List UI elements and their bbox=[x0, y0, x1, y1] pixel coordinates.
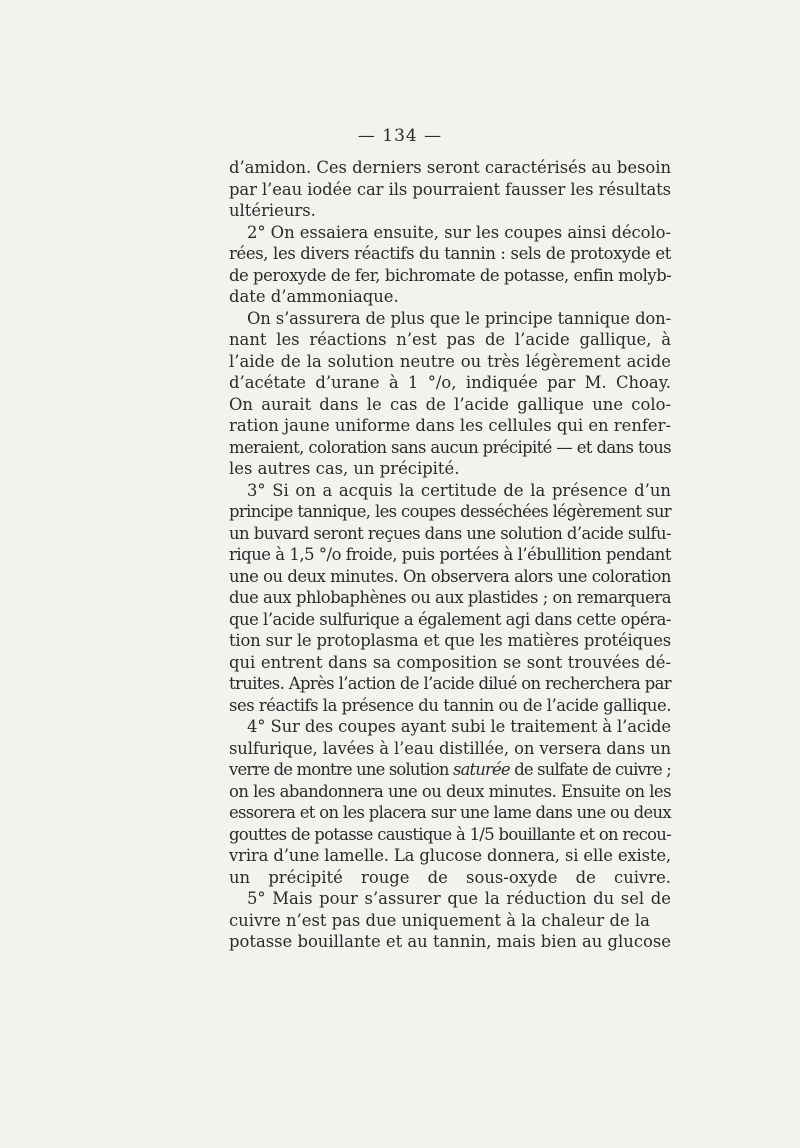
paragraph-start-2: 2° On essaiera ensuite, sur les coupes ainsi décolo- bbox=[247, 222, 671, 242]
italic-word: saturée bbox=[452, 760, 510, 779]
text-line: truites. Après l’action de l’acide dilué on recherchera par bbox=[229, 674, 671, 693]
text-segment: de sulfate de cuivre ; bbox=[514, 760, 671, 779]
text-line: On aurait dans le cas de l’acide gallique une colo- bbox=[229, 394, 671, 414]
text-line: ration jaune uniforme dans les cellules qui en renfer- bbox=[229, 416, 671, 435]
body-text bbox=[229, 157, 671, 953]
text-line: que l’acide sulfurique a également agi dans cette opéra- bbox=[229, 609, 671, 629]
text-line: date d’ammoniaque. bbox=[229, 287, 399, 306]
paragraph-start-3: 3° Si on a acquis la certitude de la présence d’un bbox=[247, 480, 671, 500]
paragraph-start: On s’assurera de plus que le principe tannique don- bbox=[247, 308, 671, 328]
text-line: vrira d’une lamelle. La glucose donnera, si elle existe, bbox=[229, 846, 671, 865]
text-line: de peroxyde de fer, bichromate de potasse, enfin molyb- bbox=[229, 265, 672, 285]
text-line: potasse bouillante et au tannin, mais bien au glucose bbox=[229, 932, 671, 951]
text-line: un précipité rouge de sous-oxyde de cuivre. bbox=[229, 867, 671, 887]
text-line: gouttes de potasse caustique à 1/5 bouillante et on recou- bbox=[229, 824, 671, 844]
text-line: une ou deux minutes. On observera alors une coloration bbox=[229, 566, 671, 586]
text-line: les autres cas, un précipité. bbox=[229, 459, 460, 478]
text-line: ses réactifs la présence du tannin ou de l’acide gallique. bbox=[229, 695, 671, 715]
text-line: rique à 1,5 °/o froide, puis portées à l’ébullition pendant bbox=[229, 545, 671, 564]
text-line: on les abandonnera une ou deux minutes. Ensuite on les bbox=[229, 781, 671, 801]
text-line: nant les réactions n’est pas de l’acide gallique, à bbox=[229, 330, 671, 349]
text-line: l’aide de la solution neutre ou très légèrement acide bbox=[229, 351, 671, 371]
text-line-mixed bbox=[229, 759, 671, 781]
text-line: qui entrent dans sa composition se sont trouvées dé- bbox=[229, 652, 671, 672]
text-line: sulfurique, lavées à l’eau distillée, on versera dans un bbox=[229, 738, 671, 758]
text-line: ultérieurs. bbox=[229, 201, 316, 220]
text-line: principe tannique, les coupes desséchées légèrement sur bbox=[229, 502, 671, 521]
text-line: rées, les divers réactifs du tannin : sels de protoxyde et bbox=[229, 244, 671, 263]
text-line: d’acétate d’urane à 1 °/o, indiquée par M. Choay. bbox=[229, 373, 671, 392]
paragraph-start-5: 5° Mais pour s’assurer que la réduction du sel de bbox=[247, 889, 671, 908]
text-segment: verre de montre une solution bbox=[229, 760, 449, 779]
text-line: due aux phlobaphènes ou aux plastides ; on remarquera bbox=[229, 588, 671, 607]
text-line: essorera et on les placera sur une lame dans une ou deux bbox=[229, 803, 672, 822]
text-line: cuivre n’est pas due uniquement à la chaleur de la bbox=[229, 910, 650, 930]
paragraph-start-4: 4° Sur des coupes ayant subi le traitement à l’acide bbox=[247, 717, 671, 736]
text-line: par l’eau iodée car ils pourraient fausser les résultats bbox=[229, 179, 671, 199]
page-number: — 134 — bbox=[357, 126, 443, 146]
text-line: tion sur le protoplasma et que les matières protéiques bbox=[229, 631, 671, 650]
text-line: d’amidon. Ces derniers seront caractérisés au besoin bbox=[229, 158, 671, 177]
text-line: un buvard seront reçues dans une solution d’acide sulfu- bbox=[229, 523, 671, 543]
text-line: meraient, coloration sans aucun précipité — et dans tous bbox=[229, 437, 671, 457]
